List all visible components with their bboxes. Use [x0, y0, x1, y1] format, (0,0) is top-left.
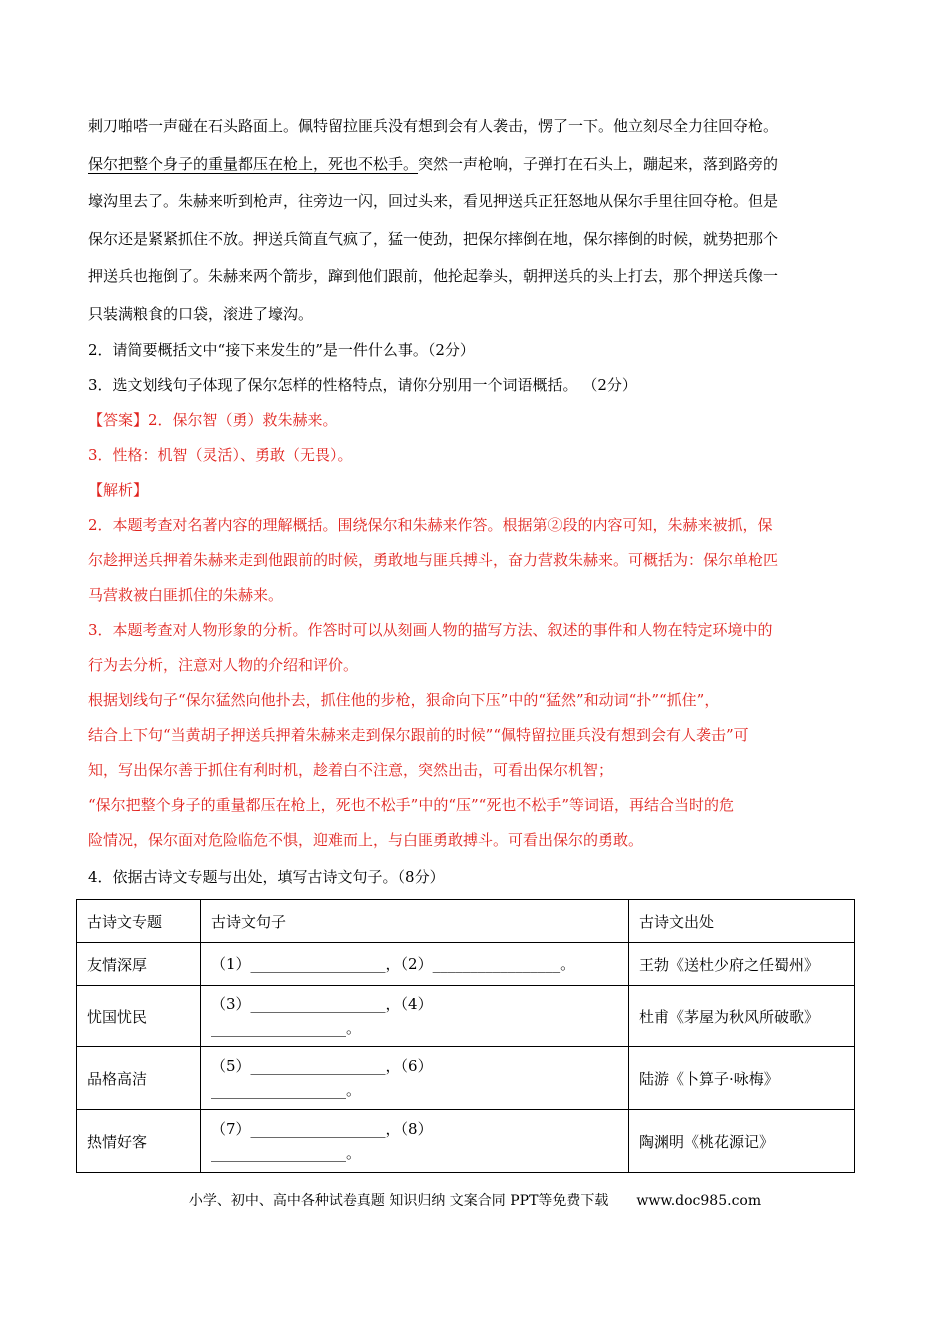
table-row — [77, 986, 855, 1047]
analysis-text: 马营救被白匪抓住的朱赫来。 — [88, 586, 284, 604]
blank-line: （5）__________________，（6） — [211, 1057, 433, 1075]
row-source: 杜甫《茅屋为秋风所破歌》 — [629, 986, 855, 1047]
question-4: 4．依据古诗文专题与出处，填写古诗文句子。（8分） — [88, 868, 445, 886]
passage-line — [88, 146, 858, 184]
passage-line: 只装满粮食的口袋，滚进了壕沟。 — [88, 304, 314, 323]
row-topic: 友情深厚 — [77, 943, 201, 986]
answer-line — [88, 403, 858, 438]
blank-line: __________________。 — [211, 1081, 362, 1099]
blank-line: __________________。 — [211, 1019, 362, 1037]
analysis-text: 3．本题考查对人物形象的分析。作答时可以从刻画人物的描写方法、叙述的事件和人物在特定环境中的 — [88, 621, 773, 639]
analysis-text: 行为去分析，注意对人物的介绍和评价。 — [88, 656, 359, 674]
table-row — [77, 1110, 855, 1173]
footer-text: 小学、初中、高中各种试卷真题 知识归纳 文案合同 PPT等免费下载 — [188, 1193, 609, 1209]
blank-line: （7）__________________，（8） — [211, 1120, 433, 1138]
row-blanks[interactable] — [201, 943, 629, 986]
question-2: 2．请简要概括文中“接下来发生的”是一件什么事。（2分） — [88, 341, 475, 359]
analysis-text: 尔趁押送兵押着朱赫来走到他跟前的时候，勇敢地与匪兵搏斗，奋力营救朱赫来。可概括为：保尔单枪匹 — [88, 551, 779, 569]
row-source: 王勃《送杜少府之任蜀州》 — [629, 943, 855, 986]
row-source: 陶渊明《桃花源记》 — [629, 1110, 855, 1173]
analysis-text: 2．本题考查对名著内容的理解概括。围绕保尔和朱赫来作答。根据第②段的内容可知，朱赫来被抓，保 — [88, 516, 773, 534]
table-row — [77, 943, 855, 986]
passage-line: 押送兵也拖倒了。朱赫来两个箭步，蹿到他们跟前，他抡起拳头，朝押送兵的头上打去，那个押送兵像一 — [88, 267, 779, 285]
document-body — [88, 108, 858, 1173]
row-topic: 品格高洁 — [77, 1047, 201, 1110]
blank-line: （3）__________________，（4） — [211, 995, 433, 1013]
passage-line: 刺刀啪嗒一声碰在石头路面上。佩特留拉匪兵没有想到会有人袭击，愣了一下。他立刻尽全力往回夺枪。 — [88, 117, 779, 135]
row-topic: 热情好客 — [77, 1110, 201, 1173]
row-blanks[interactable] — [201, 1110, 629, 1173]
row-source: 陆游《卜算子·咏梅》 — [629, 1047, 855, 1110]
analysis-text: 根据划线句子“保尔猛然向他扑去，抓住他的步枪，狠命向下压”中的“猛然”和动词“扑”“抓住”， — [88, 691, 720, 709]
analysis-text: 结合上下句“当黄胡子押送兵押着朱赫来走到保尔跟前的时候”“佩特留拉匪兵没有想到会有人袭击”可 — [88, 726, 749, 744]
table-row — [77, 1047, 855, 1110]
analysis-text: 险情况，保尔面对危险临危不惧，迎难而上，与白匪勇敢搏斗。可看出保尔的勇敢。 — [88, 831, 644, 849]
underlined-sentence: 保尔把整个身子的重量都压在枪上，死也不松手。 — [88, 154, 419, 173]
analysis-text: 知，写出保尔善于抓住有利时机，趁着白不注意，突然出击，可看出保尔机智； — [88, 761, 614, 779]
answer-2: 2．保尔智（勇）救朱赫来。 — [148, 411, 338, 429]
question-3: 3．选文划线句子体现了保尔怎样的性格特点，请你分别用一个词语概括。 （2分） — [88, 376, 637, 394]
header-source: 古诗文出处 — [629, 900, 855, 943]
table-header-row — [77, 900, 855, 943]
passage-text: 突然一声枪响，子弹打在石头上，蹦起来，落到路旁的 — [418, 154, 779, 173]
footer-site-link[interactable]: www.doc985.com — [636, 1193, 762, 1209]
analysis-label: 【解析】 — [88, 481, 149, 499]
row-blanks[interactable] — [201, 986, 629, 1047]
passage-line: 保尔还是紧紧抓住不放。押送兵简直气疯了，猛一使劲，把保尔摔倒在地，保尔摔倒的时候，就势把那个 — [88, 229, 779, 248]
row-blanks[interactable] — [201, 1047, 629, 1110]
answer-3: 3．性格：机智（灵活）、勇敢（无畏）。 — [88, 446, 353, 464]
answer-label: 【答案】 — [88, 411, 149, 429]
page-footer — [0, 1190, 950, 1210]
row-topic: 忧国忧民 — [77, 986, 201, 1047]
blank-line: __________________。 — [211, 1144, 362, 1162]
passage-line: 壕沟里去了。朱赫来听到枪声，往旁边一闪，回过头来，看见押送兵正狂怒地从保尔手里往回夺枪。但是 — [88, 192, 779, 210]
poem-table — [76, 899, 855, 1173]
header-sentence: 古诗文句子 — [201, 900, 629, 943]
blank-line: （1）__________________，（2）_________________。 — [211, 955, 576, 973]
analysis-text: “保尔把整个身子的重量都压在枪上，死也不松手”中的“压”“死也不松手”等词语，再结合当时的危 — [88, 796, 735, 814]
header-topic: 古诗文专题 — [77, 900, 201, 943]
